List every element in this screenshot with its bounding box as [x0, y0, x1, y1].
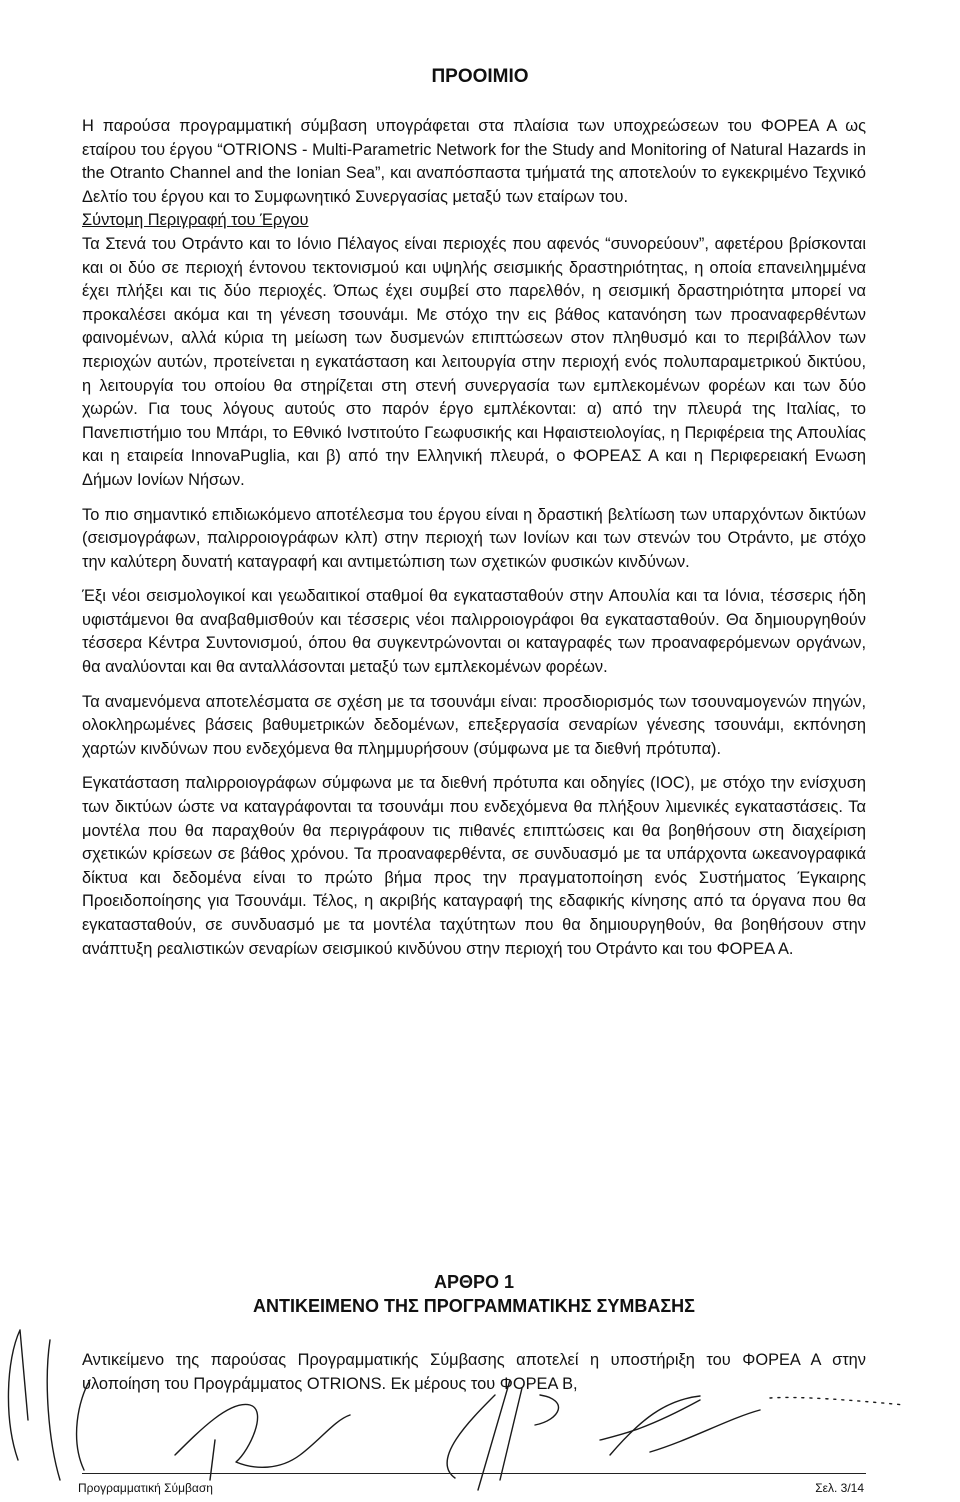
document-body [82, 115, 866, 961]
body-paragraph: Το πιο σημαντικό επιδιωκόμενο αποτέλεσμα του έργου είναι η δραστική βελτίωση των υπαρχόντων δικτύων (σεισμογράφων, παλιρροιογράφων κλπ) στην περιοχή των Ιονίων και των στενών του Οτράντο, με στόχο την καλύτερη δυνατή καταγραφή και αντιμετώπιση των σχετικών φυσικών κινδύνων. [82, 505, 866, 571]
body-paragraph: Εγκατάσταση παλιρροιογράφων σύμφωνα με τα διεθνή πρότυπα και οδηγίες (IOC), με στόχο την ενίσχυση των δικτύων ώστε να καταγράφονται τα τσουνάμι που ενδεχόμενα θα πλήξουν λιμενικές εγκαταστάσεις. Τα μοντέλα που θα παραχθούν θα περιγράφουν τις πιθανές επιπτώσεις και θα βοηθήσουν στη διαχείριση σχετικών κρίσεων σε βάθος χρόνου. Τα προαναφερθέντα, σε συνδυασμό με τα υπάρχοντα ωκεανογραφικά δίκτυα και δεδομένα είναι το πρώτο βήμα προς την πραγματοποίηση ενός Συστήματος Έγκαιρης Προειδοποίησης για Τσουνάμι. Τέλος, η ακριβής καταγραφή της εδαφικής κίνησης από τα όργανα που θα εγκατασταθούν, σε συνδυασμό με τα μοντέλα ταχύτητων που θα δημιουργηθούν, θα βοηθήσουν στην ανάπτυξη ρεαλιστικών σεναρίων σεισμικού κινδύνου στην περιοχή του Οτράντο και του ΦΟΡΕΑ Α. [82, 774, 866, 958]
section-subheading: Σύντομη Περιγραφή του Έργου [82, 211, 309, 230]
article-title: ΑΝΤΙΚΕΙΜΕΝΟ ΤΗΣ ΠΡΟΓΡΑΜΜΑΤΙΚΗΣ ΣΥΜΒΑΣΗΣ [253, 1296, 695, 1316]
article-number: ΑΡΘΡΟ 1 [433, 1272, 515, 1292]
body-paragraph: Έξι νέοι σεισμολογικοί και γεωδαιτικοί σταθμοί θα εγκατασταθούν στην Απουλία και τα Ιόνια, τέσσερις ήδη υφιστάμενοι θα αναβαθμισθούν και τέσσερις νέοι παλιρροιογράφοι θα εγκατασταθούν. Θα δημιουργηθούν τέσσερα Κέντρα Συντονισμού, όπου θα συγκεντρώνονται οι καταγραφές των προαναφερόμενων οργάνων, θα αναλύονται και θα ανταλλάσονται μεταξύ των εμπλεκομένων φορέων. [82, 587, 866, 677]
article-paragraph: Αντικείμενο της παρούσας Προγραμματικής Σύμβασης αποτελεί η υποστήριξη του ΦΟΡΕΑ Α στην υλοποίηση του Προγράμματος OTRIONS. Εκ μέρους του ΦΟΡΕΑ Β, [82, 1351, 866, 1393]
page-title: ΠΡΟΟΙΜΙΟ [431, 66, 529, 87]
intro-paragraph: Η παρούσα προγραμματική σύμβαση υπογράφεται στα πλαίσια των υποχρεώσεων του ΦΟΡΕΑ Α ως εταίρου του έργου “OTRIONS - Multi-Parametric Network for the Study and Monitoring of Natural Hazards in the Otranto Channel and the Ionian Sea”, και αναπόσπαστα τμήματά της αποτελούν το εγκεκριμένο Τεχνικό Δελτίο του έργου και το Συμφωνητικό Συνεργασίας μεταξύ των εταίρων του. [82, 117, 866, 206]
page-number: Σελ. 3/14 [815, 1481, 864, 1495]
body-paragraph: Τα αναμενόμενα αποτελέσματα σε σχέση με τα τσουνάμι είναι: προσδιορισμός των τσουναμογενών πηγών, ολοκληρωμένες βάσεις βαθυμετρικών δεδομένων, επεξεργασία σεναρίων γένεσης τσουνάμι, εκπόνηση χαρτών κινδύνων που ενδεχόμενα θα πλημμυρήσουν (σύμφωνα με τα διεθνή πρότυπα). [82, 692, 866, 758]
footer-document-label: Προγραμματική Σύμβαση [78, 1481, 213, 1495]
footer-divider [82, 1473, 866, 1474]
article-heading [82, 1270, 866, 1318]
article-body [82, 1349, 866, 1396]
body-paragraph: Τα Στενά του Οτράντο και το Ιόνιο Πέλαγος είναι περιοχές που αφενός “συνορεύουν”, αφετέρου βρίσκονται και οι δύο σε περιοχή έντονου τεκτονισμού και υψηλής σεισμικής δραστηριότητας, η οποία επανειλημμένα έχει πλήξει και τις δύο περιοχές. Όπως έχει συμβεί στο παρελθόν, η σεισμική δραστηριότητα μπορεί να προκαλέσει ακόμα και τη γένεση τσουνάμι. Με στόχο την εις βάθος κατανόηση των προαναφερθέντων φαινομένων, αλλά κύρια τη μείωση των δυσμενών επιπτώσεων στον πληθυσμό και το περιβάλλον των περιοχών αυτών, προτείνεται η εγκατάσταση και λειτουργία στην περιοχή ενός πολυπαραμετρικού δικτύου, η λειτουργία του οποίου θα στηρίζεται στη στενή συνεργασία των εμπλεκομένων φορέων και των δύο χωρών. Για τους λόγους αυτούς στο παρόν έργο εμπλέκονται: α) από την πλευρά της Ιταλίας, το Πανεπιστήμιο του Μπάρι, το Εθνικό Ινστιτούτο Γεωφυσικής και Ηφαιστειολογίας, η Περιφέρεια της Απουλίας και η εταιρεία InnovaPuglia, και β) από την Ελληνική πλευρά, ο ΦΟΡΕΑΣ Α και η Περιφερειακή Ενωση Δήμων Ιονίων Νήσων. [82, 234, 866, 489]
